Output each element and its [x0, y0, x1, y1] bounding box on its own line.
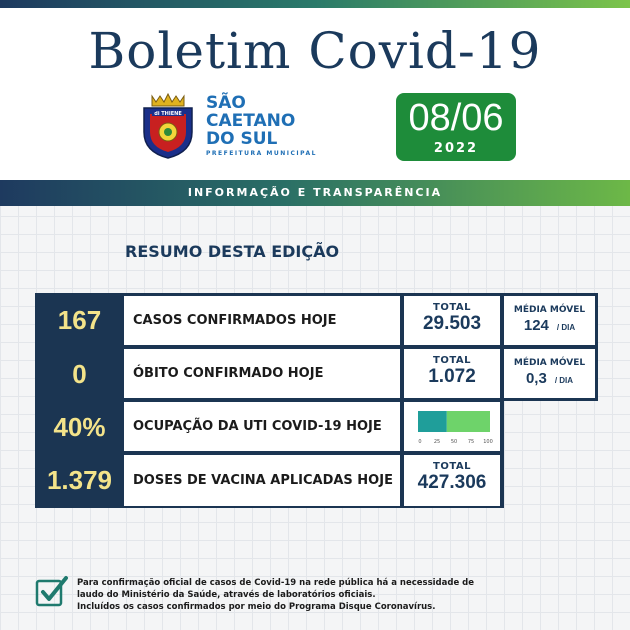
footer-note [77, 577, 497, 613]
deaths-moving-avg-unit: / DIA [554, 376, 574, 385]
crest-text: di THIENE [154, 111, 182, 117]
section-title: RESUMO DESTA EDIÇÃO [125, 242, 340, 261]
vaccines-total-label: TOTAL [433, 461, 471, 472]
vaccines-today-value: 1.379 [37, 455, 122, 506]
cases-moving-avg-label: MÉDIA MÓVEL [513, 305, 586, 315]
vaccines-total-value: 427.306 [417, 472, 487, 493]
uti-gauge-tick: 100 [483, 439, 493, 445]
deaths-moving-avg [504, 370, 595, 387]
date-badge [396, 93, 516, 161]
checkmark-icon [35, 575, 69, 609]
deaths-moving-avg-label: MÉDIA MÓVEL [513, 358, 586, 368]
city-subtitle: PREFEITURA MUNICIPAL [206, 150, 317, 157]
date-year: 2022 [433, 141, 479, 156]
cases-total-value: 29.503 [422, 313, 482, 334]
cases-today-label: CASOS CONFIRMADOS HOJE [124, 296, 400, 345]
city-line-1: SÃO [206, 93, 246, 113]
top-gradient-strip [0, 0, 630, 8]
city-line-2: CAETANO [206, 111, 296, 131]
uti-gauge-tick: 75 [467, 439, 475, 445]
info-banner: INFORMAÇÃO E TRANSPARÊNCIA [0, 180, 630, 206]
uti-gauge-tick: 25 [433, 439, 441, 445]
uti-gauge-cell [404, 402, 500, 451]
cases-moving-avg-value: 124 [523, 317, 549, 334]
city-name [206, 94, 295, 148]
deaths-total-value: 1.072 [428, 366, 476, 387]
page-title: Boletim Covid-19 [88, 22, 542, 80]
footer-line-3: Incluídos os casos confirmados por meio do Programa Disque Coronavírus. [77, 602, 436, 612]
uti-gauge-tick: 0 [418, 439, 422, 445]
cases-moving-avg-cell [504, 296, 595, 345]
cases-total-cell [404, 296, 500, 345]
uti-gauge-tick: 50 [450, 439, 458, 445]
deaths-today-label: ÓBITO CONFIRMADO HOJE [124, 349, 400, 398]
summary-table [35, 293, 598, 508]
date-day-month: 08/06 [408, 97, 504, 139]
uti-gauge-free [447, 411, 490, 432]
cases-today-value: 167 [37, 295, 122, 346]
vaccines-total-cell [404, 455, 500, 506]
footer-line-2: laudo do Ministério da Saúde, através de laboratórios oficiais. [77, 590, 376, 600]
deaths-moving-avg-cell [504, 349, 595, 398]
uti-gauge-occupied [418, 411, 447, 432]
cases-total-label: TOTAL [433, 302, 471, 313]
uti-occupancy-label: OCUPAÇÃO DA UTI COVID-19 HOJE [124, 402, 400, 451]
footer-line-1: Para confirmação oficial de casos de Covid-19 na rede pública há a necessidade de [77, 578, 475, 588]
deaths-total-label: TOTAL [433, 355, 471, 366]
uti-occupancy-value: 40% [37, 402, 122, 453]
deaths-today-value: 0 [37, 349, 122, 400]
deaths-total-cell [404, 349, 500, 398]
city-line-3: DO SUL [206, 129, 278, 149]
cases-moving-avg-unit: / DIA [556, 323, 576, 332]
city-crest-icon [138, 92, 198, 160]
deaths-moving-avg-value: 0,3 [525, 370, 547, 387]
vaccines-today-label: DOSES DE VACINA APLICADAS HOJE [124, 455, 400, 506]
uti-gauge [404, 402, 500, 451]
cases-moving-avg [504, 317, 595, 334]
